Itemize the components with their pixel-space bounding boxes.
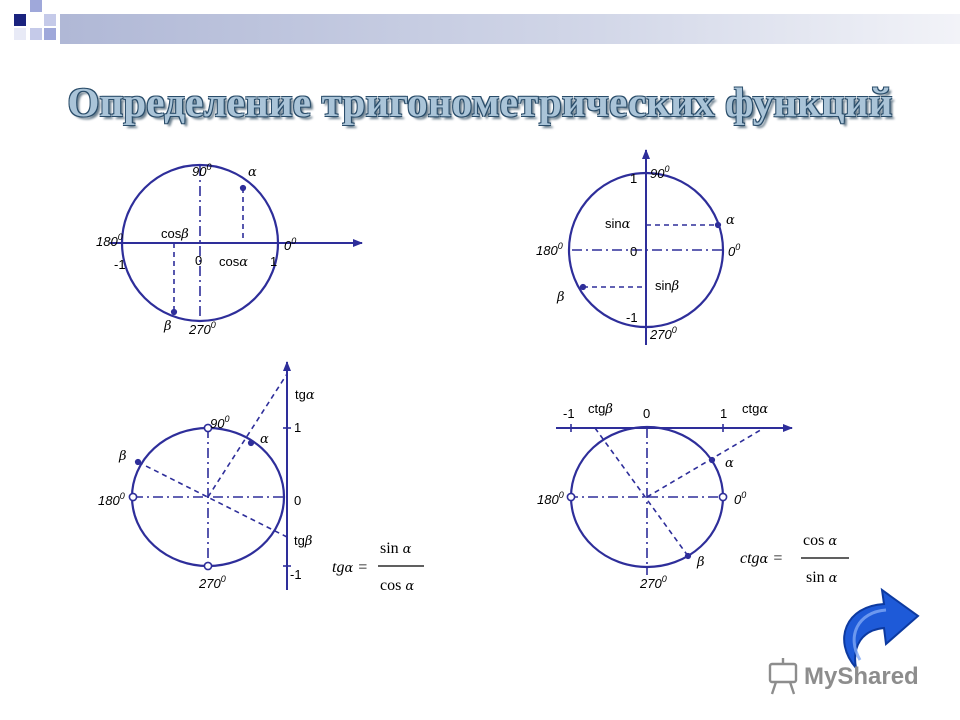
label-minus-one: -1 xyxy=(114,257,126,272)
label-cos-alpha: cosα xyxy=(219,254,249,270)
alpha-ray xyxy=(208,374,287,497)
label-tg-beta: tgβ xyxy=(294,533,313,549)
label-one: 1 xyxy=(294,420,302,435)
beta-ray xyxy=(138,462,287,537)
label-origin: 0 xyxy=(630,244,638,259)
label-sin-alpha: sinα xyxy=(605,216,631,232)
svg-text:tgα =: tgα = xyxy=(332,559,369,576)
label-zero: 0 xyxy=(294,493,302,508)
label-ctg-beta: ctgβ xyxy=(588,401,613,417)
beta-point xyxy=(685,553,690,558)
label-90deg: $90^0$ xyxy=(192,162,212,179)
formula-numerator: sin α xyxy=(380,540,412,557)
point-180 xyxy=(567,493,574,500)
label-alpha: α xyxy=(248,165,257,180)
label-180deg: $180^0$ xyxy=(96,232,123,249)
label-270deg: $270^0$ xyxy=(199,574,226,591)
svg-text:ctgα =: ctgα = xyxy=(740,550,784,567)
beta-point xyxy=(580,284,585,289)
point-270 xyxy=(204,562,211,569)
label-90deg: $90^0$ xyxy=(650,164,670,181)
watermark-text: MyShared xyxy=(804,663,919,690)
label-90deg: $90^0$ xyxy=(210,414,230,431)
alpha-point xyxy=(240,185,245,190)
alpha-point xyxy=(248,440,253,445)
label-beta: β xyxy=(119,449,127,464)
point-180 xyxy=(129,493,136,500)
label-zero: 0 xyxy=(643,406,651,421)
label-0deg: $0^0$ xyxy=(734,490,747,507)
label-180deg: $180^0$ xyxy=(536,241,563,258)
presentation-board-icon xyxy=(770,658,796,694)
beta-ray xyxy=(595,428,688,556)
label-one: 1 xyxy=(630,171,638,186)
label-tg-alpha: tgα xyxy=(295,387,315,403)
label-180deg: $180^0$ xyxy=(98,491,125,508)
formula-denominator: sin α xyxy=(806,569,838,586)
label-sin-beta: sinβ xyxy=(655,278,680,294)
label-minus-one: -1 xyxy=(626,310,638,325)
label-beta: β xyxy=(164,319,172,334)
label-180deg: $180^0$ xyxy=(537,490,564,507)
label-0deg: $0^0$ xyxy=(284,236,297,253)
alpha-point xyxy=(715,222,720,227)
point-0 xyxy=(719,493,726,500)
cotangent-formula xyxy=(740,532,849,586)
beta-point xyxy=(171,309,176,314)
sine-diagram xyxy=(569,150,723,345)
page-title: Определение тригонометрических функций xyxy=(67,79,893,125)
formula-denominator: cos α xyxy=(380,577,415,594)
formula-numerator: cos α xyxy=(803,532,838,549)
label-minus-one: -1 xyxy=(563,406,575,421)
label-cos-beta: cosβ xyxy=(161,226,189,242)
watermark xyxy=(770,658,919,694)
label-0deg: $0^0$ xyxy=(728,242,741,259)
label-alpha: α xyxy=(260,432,269,447)
tangent-diagram xyxy=(129,362,291,590)
label-beta: β xyxy=(697,555,705,570)
cosine-diagram xyxy=(110,165,362,321)
label-one: 1 xyxy=(270,254,278,269)
label-270deg: $270^0$ xyxy=(640,574,667,591)
label-beta: β xyxy=(557,290,565,305)
label-270deg: $270^0$ xyxy=(189,320,216,337)
label-alpha: α xyxy=(725,456,734,471)
label-alpha: α xyxy=(726,213,735,228)
label-270deg: $270^0$ xyxy=(650,325,677,342)
label-minus-one: -1 xyxy=(290,567,302,582)
alpha-point xyxy=(709,457,714,462)
tangent-formula xyxy=(332,540,424,594)
label-ctg-alpha: ctgα xyxy=(742,401,769,417)
beta-point xyxy=(135,459,140,464)
label-origin: 0 xyxy=(195,253,203,268)
alpha-ray xyxy=(647,428,764,497)
curved-arrow-icon[interactable] xyxy=(844,590,918,668)
label-one: 1 xyxy=(720,406,728,421)
